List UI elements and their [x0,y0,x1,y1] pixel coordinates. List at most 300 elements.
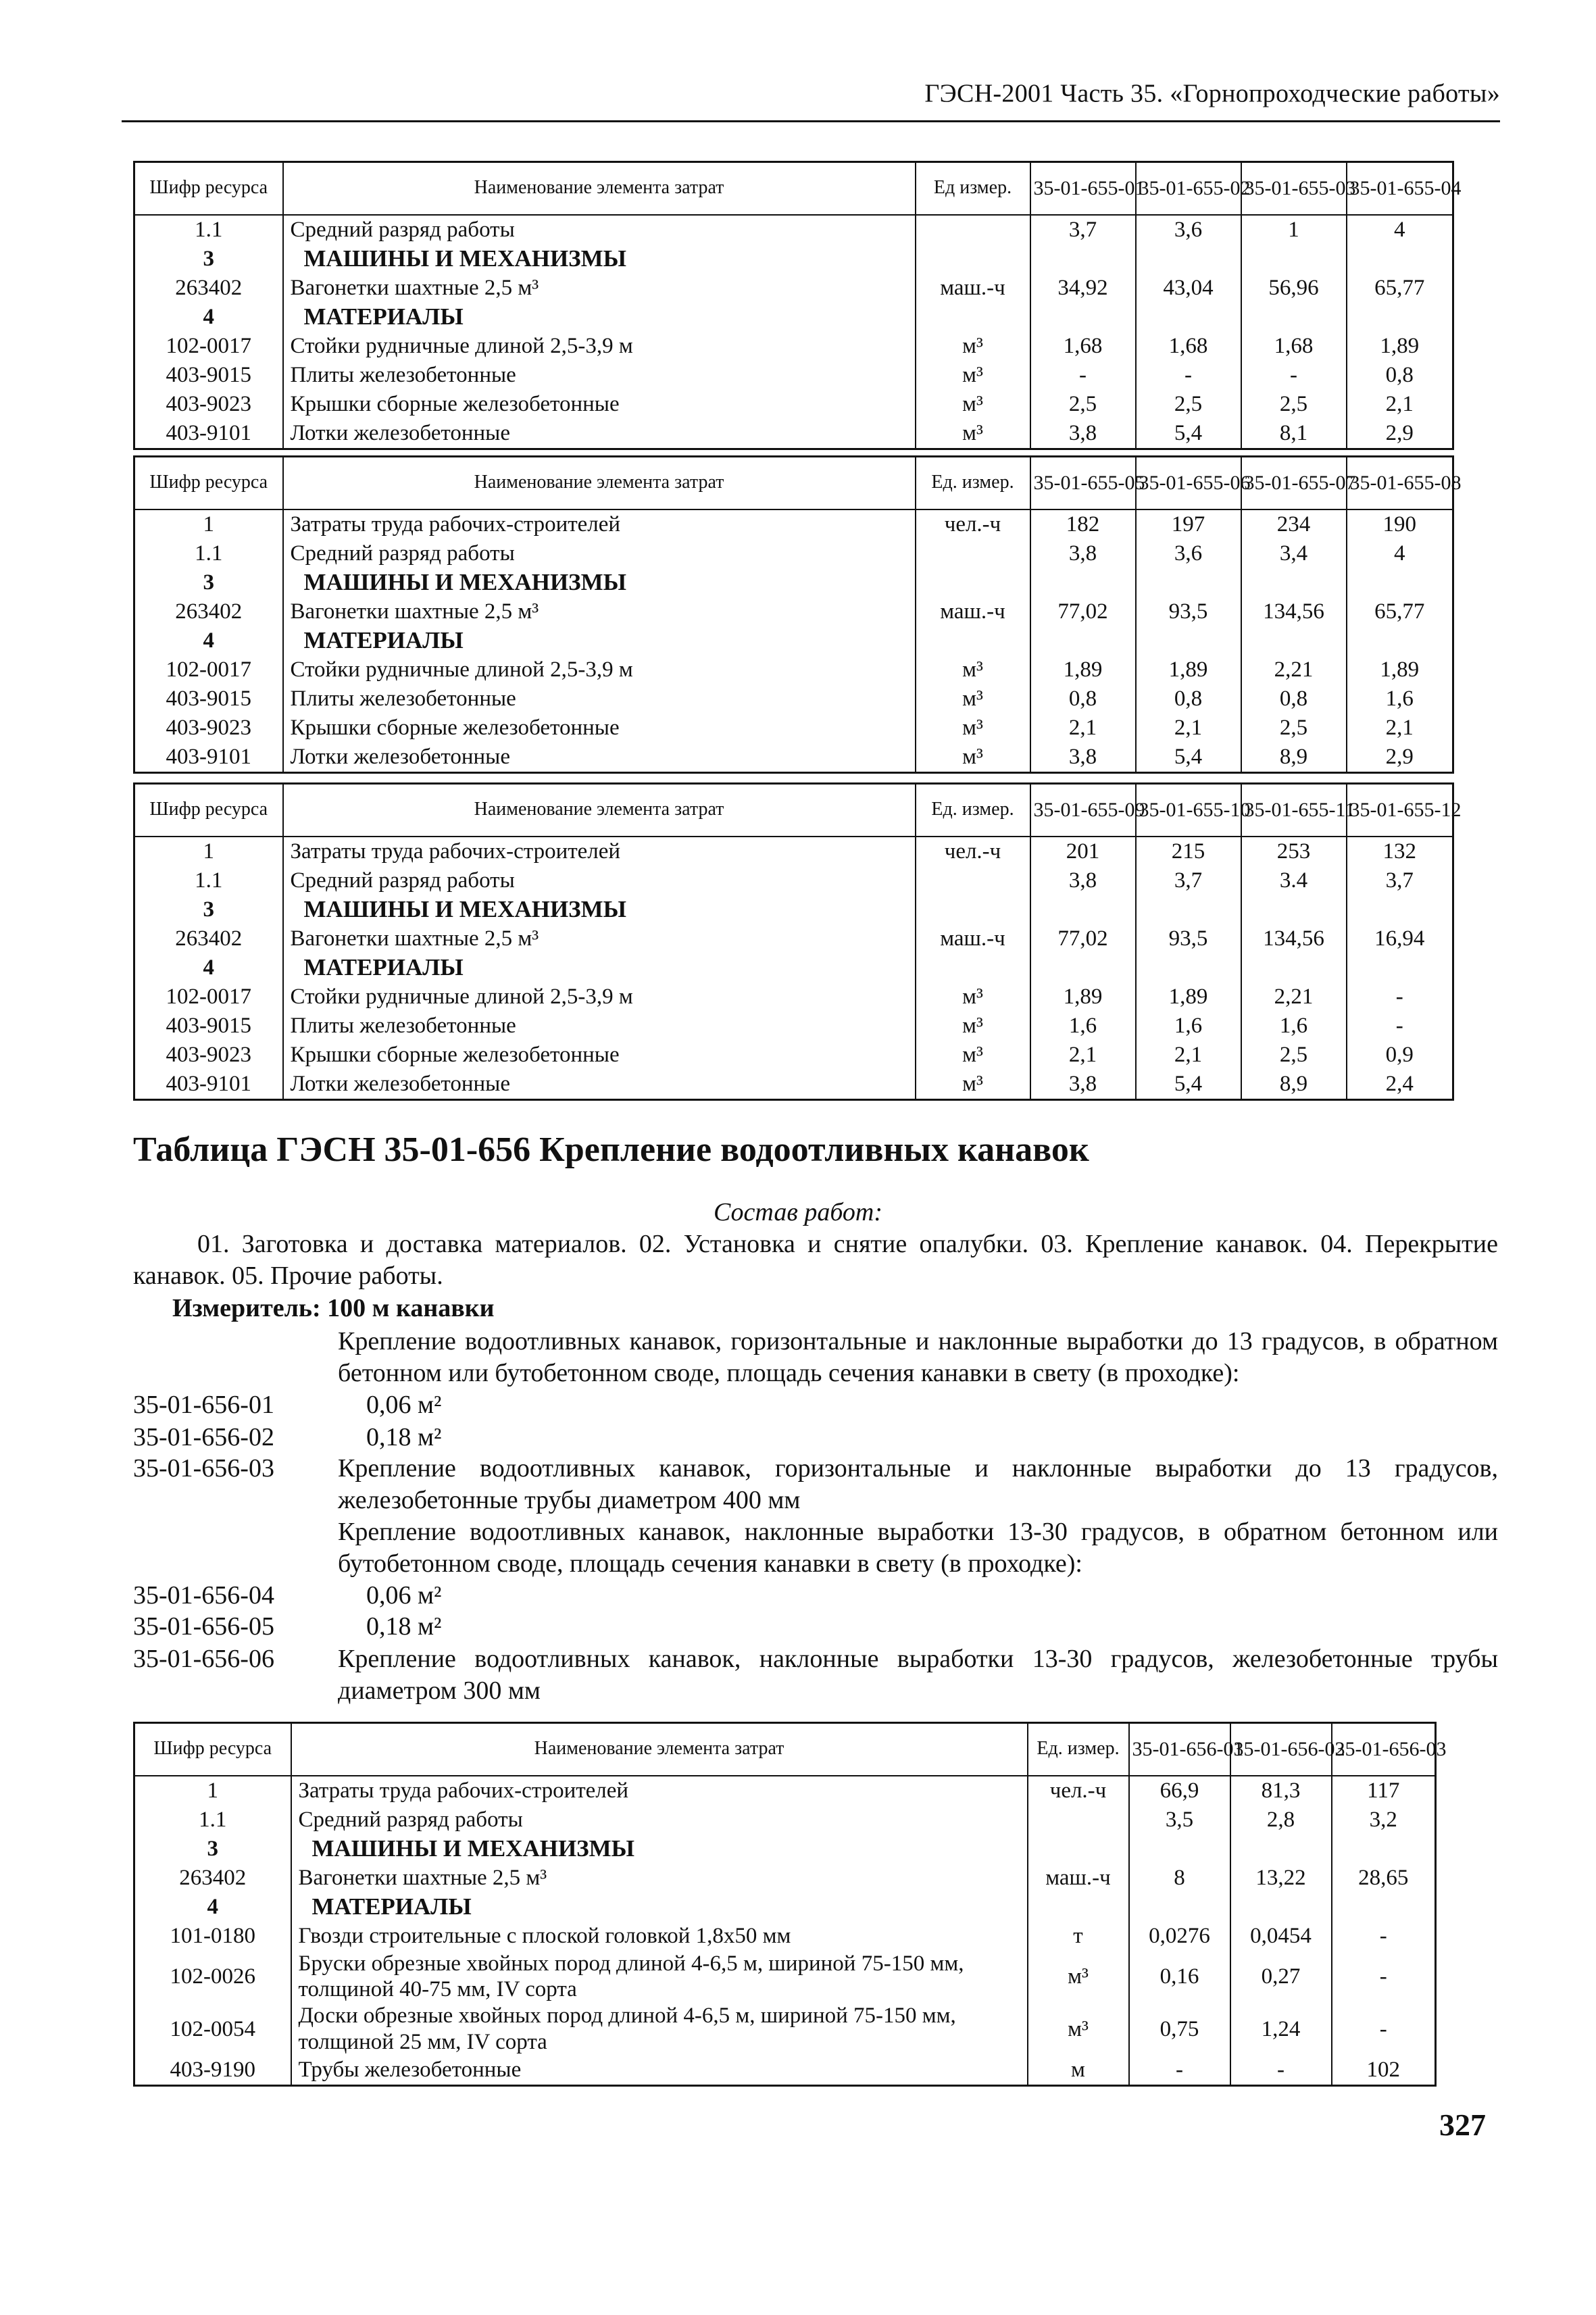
resource-name-cell: Затраты труда рабочих-строителей [283,837,916,866]
resource-code-cell: 3 [134,1835,291,1864]
header-col-2: 35-01-655-02 [1136,162,1241,215]
resource-code-cell: 403-9023 [134,390,283,419]
table-row [134,714,1453,743]
value-cell: 0,16 [1129,1951,1230,2003]
value-cell [1347,303,1453,332]
value-cell: 81,3 [1230,1776,1332,1806]
value-cell [1136,953,1241,982]
resource-code-cell: 102-0054 [134,2003,291,2056]
value-cell: - [1347,1012,1453,1041]
table-row [134,626,1453,655]
value-cell: 0,27 [1230,1951,1332,2003]
value-cell: 102 [1332,2056,1436,2086]
unit-cell: м³ [1028,2003,1129,2056]
header-name: Наименование элемента затрат [283,784,916,837]
value-cell: 2,5 [1241,390,1347,419]
value-cell: 1,6 [1241,1012,1347,1041]
value-cell: 3,4 [1241,539,1347,568]
table-row [134,953,1453,982]
value-cell: - [1347,982,1453,1012]
value-cell: 3,8 [1030,866,1136,895]
resource-name-cell: Вагонетки шахтные 2,5 м³ [283,597,916,626]
unit-cell [1028,1835,1129,1864]
unit-cell [916,953,1030,982]
value-cell: - [1241,361,1347,390]
resource-code-cell: 4 [134,953,283,982]
value-cell: - [1136,361,1241,390]
resource-code-cell: 3 [134,245,283,274]
group-heading-1 [133,1326,1498,1391]
table-row [134,1012,1453,1041]
value-cell: 34,92 [1030,274,1136,303]
value-cell: 0,8 [1347,361,1453,390]
value-cell: 66,9 [1129,1776,1230,1806]
value-cell: - [1332,1922,1436,1951]
value-cell: 65,77 [1347,597,1453,626]
value-cell: 5,4 [1136,419,1241,449]
unit-cell: м³ [916,714,1030,743]
item-code: 35-01-656-05 [133,1612,274,1641]
resource-name-cell: Плиты железобетонные [283,361,916,390]
value-cell: 65,77 [1347,274,1453,303]
resource-name-cell: МАТЕРИАЛЫ [283,953,916,982]
value-cell: 0,8 [1136,684,1241,714]
value-cell: 2,1 [1030,714,1136,743]
value-cell: 1,89 [1030,655,1136,684]
unit-cell: чел.-ч [916,837,1030,866]
value-cell: 1,89 [1030,982,1136,1012]
value-cell [1030,626,1136,655]
unit-cell: м³ [916,419,1030,449]
resource-name-cell: Вагонетки шахтные 2,5 м³ [283,924,916,953]
resource-code-cell: 403-9015 [134,1012,283,1041]
value-cell: 0,0276 [1129,1922,1230,1951]
header-name: Наименование элемента затрат [283,162,916,215]
value-cell [1030,568,1136,597]
value-cell: 2,5 [1136,390,1241,419]
item-text: 0,18 м² [366,1612,442,1641]
header-unit: Ед. измер. [916,457,1030,509]
value-cell: - [1230,2056,1332,2086]
table-title: Таблица ГЭСН 35-01-656 Крепление водоотливных канавок [133,1130,1089,1169]
table-row [134,419,1453,449]
value-cell: 253 [1241,837,1347,866]
value-cell: 3,8 [1030,419,1136,449]
resource-code-cell: 101-0180 [134,1922,291,1951]
value-cell [1230,1835,1332,1864]
value-cell: 215 [1136,837,1241,866]
resource-code-cell: 1.1 [134,1806,291,1835]
value-cell: 28,65 [1332,1864,1436,1893]
value-cell [1030,953,1136,982]
resource-code-cell: 263402 [134,597,283,626]
item-text: 0,06 м² [366,1581,442,1610]
resource-name-cell: Стойки рудничные длиной 2,5-3,9 м [283,655,916,684]
header-code: Шифр ресурса [134,457,283,509]
resource-code-cell: 102-0017 [134,655,283,684]
resource-name-cell: МАШИНЫ И МЕХАНИЗМЫ [283,568,916,597]
value-cell: 93,5 [1136,597,1241,626]
value-cell [1332,1893,1436,1922]
item-code: 35-01-656-02 [133,1423,274,1451]
value-cell: 182 [1030,509,1136,539]
header-unit: Ед измер. [916,162,1030,215]
resource-code-cell: 1 [134,837,283,866]
resource-name-cell: Лотки железобетонные [283,743,916,773]
unit-cell: м [1028,2056,1129,2086]
value-cell [1241,568,1347,597]
value-cell [1241,245,1347,274]
header-col-3: 35-01-656-03 [1332,1723,1436,1776]
unit-cell [1028,1806,1129,1835]
table-row [134,1806,1436,1835]
value-cell: 3,2 [1332,1806,1436,1835]
value-cell: - [1129,2056,1230,2086]
table-row [134,1922,1436,1951]
value-cell: 3,8 [1030,1070,1136,1100]
value-cell: 2,9 [1347,419,1453,449]
value-cell: 0,9 [1347,1041,1453,1070]
resource-name-cell: Плиты железобетонные [283,684,916,714]
value-cell: 2,5 [1241,1041,1347,1070]
unit-cell [916,303,1030,332]
value-cell [1241,626,1347,655]
table-row [134,509,1453,539]
value-cell: 2,9 [1347,743,1453,773]
resource-name-cell: Лотки железобетонные [283,1070,916,1100]
table-row [134,924,1453,953]
value-cell [1347,953,1453,982]
value-cell: 77,02 [1030,597,1136,626]
unit-cell: т [1028,1922,1129,1951]
item-row [133,1389,1498,1422]
value-cell: 3,8 [1030,539,1136,568]
table-row [134,1776,1436,1806]
table-row [134,655,1453,684]
header-col-4: 35-01-655-12 [1347,784,1453,837]
value-cell: 1 [1241,215,1347,245]
resource-name-cell: Средний разряд работы [283,539,916,568]
value-cell: 1,89 [1347,332,1453,361]
table-row [134,1041,1453,1070]
value-cell: 1,68 [1030,332,1136,361]
header-col-3: 35-01-655-07 [1241,457,1347,509]
unit-cell: м³ [916,1012,1030,1041]
table-row [134,597,1453,626]
running-header: ГЭСН-2001 Часть 35. «Горнопроходческие работы» [924,79,1500,108]
resource-code-cell: 4 [134,1893,291,1922]
resource-name-cell: Средний разряд работы [283,866,916,895]
unit-cell: м³ [916,332,1030,361]
resource-table-656 [133,1722,1447,2087]
value-cell [1030,245,1136,274]
resource-code-cell: 1.1 [134,539,283,568]
value-cell [1347,895,1453,924]
resource-code-cell: 4 [134,626,283,655]
table-row [134,390,1453,419]
header-col-1: 35-01-655-01 [1030,162,1136,215]
resource-name-cell: Стойки рудничные длиной 2,5-3,9 м [283,332,916,361]
resource-table-655-09-12 [133,782,1462,1101]
value-cell: 8,9 [1241,743,1347,773]
table-row [134,1864,1436,1893]
value-cell: 93,5 [1136,924,1241,953]
table-row [134,303,1453,332]
group-text: Крепление водоотливных канавок, горизонтальные и наклонные выработки до 13 градусов, в обратном бетонном или бутобетонном своде, площадь сечения канавки в свету (в проходке): [338,1327,1498,1388]
value-cell [1347,245,1453,274]
resource-name-cell: МАТЕРИАЛЫ [283,626,916,655]
value-cell [1347,626,1453,655]
table-row [134,274,1453,303]
unit-cell: м³ [916,982,1030,1012]
value-cell: 1,89 [1136,982,1241,1012]
value-cell: 5,4 [1136,743,1241,773]
value-cell: 134,56 [1241,924,1347,953]
table-row [134,684,1453,714]
resource-name-cell: Средний разряд работы [291,1806,1028,1835]
unit-cell [916,866,1030,895]
header-rule [122,120,1500,122]
resource-name-cell: МАТЕРИАЛЫ [291,1893,1028,1922]
unit-cell: м³ [916,1041,1030,1070]
value-cell [1241,895,1347,924]
value-cell: 2,1 [1030,1041,1136,1070]
value-cell: 8 [1129,1864,1230,1893]
unit-cell: маш.-ч [1028,1864,1129,1893]
value-cell: 3,7 [1136,866,1241,895]
header-code: Шифр ресурса [134,1723,291,1776]
resource-code-cell: 263402 [134,274,283,303]
resource-table-655-05-08 [133,455,1462,774]
resource-name-cell: МАШИНЫ И МЕХАНИЗМЫ [291,1835,1028,1864]
resource-name-cell: Затраты труда рабочих-строителей [291,1776,1028,1806]
table-row [134,1893,1436,1922]
value-cell: 2,5 [1030,390,1136,419]
header-col-4: 35-01-655-08 [1347,457,1453,509]
value-cell [1241,303,1347,332]
value-cell: 1,89 [1347,655,1453,684]
unit-cell: чел.-ч [916,509,1030,539]
value-cell [1030,895,1136,924]
item-text: Крепление водоотливных канавок, горизонтальные и наклонные выработки до 13 градусов, железобетонные трубы диаметром 400 мм [338,1454,1498,1515]
unit-cell [1028,1893,1129,1922]
resource-name-cell: Гвозди строительные с плоской головкой 1,8х50 мм [291,1922,1028,1951]
value-cell: 8,9 [1241,1070,1347,1100]
header-col-1: 35-01-655-05 [1030,457,1136,509]
header-code: Шифр ресурса [134,162,283,215]
resource-code-cell: 102-0017 [134,982,283,1012]
value-cell: 4 [1347,215,1453,245]
table-row [134,2003,1436,2056]
item-code: 35-01-656-04 [133,1581,274,1610]
value-cell: 201 [1030,837,1136,866]
item-row [133,1422,1498,1454]
resource-name-cell: Крышки сборные железобетонные [283,714,916,743]
value-cell: 2,1 [1347,390,1453,419]
value-cell: 197 [1136,509,1241,539]
resource-code-cell: 1.1 [134,215,283,245]
table-row [134,361,1453,390]
value-cell: 3,7 [1347,866,1453,895]
resource-code-cell: 3 [134,568,283,597]
value-cell [1136,626,1241,655]
unit-cell: м³ [916,743,1030,773]
table-row [134,895,1453,924]
resource-code-cell: 102-0026 [134,1951,291,2003]
unit-cell: м³ [916,655,1030,684]
value-cell [1129,1835,1230,1864]
value-cell [1136,568,1241,597]
unit-cell: м³ [1028,1951,1129,2003]
header-col-2: 35-01-655-10 [1136,784,1241,837]
value-cell: 134,56 [1241,597,1347,626]
value-cell: 1,24 [1230,2003,1332,2056]
resource-code-cell: 4 [134,303,283,332]
value-cell: 5,4 [1136,1070,1241,1100]
table-row [134,568,1453,597]
resource-code-cell: 403-9101 [134,743,283,773]
value-cell: 2,8 [1230,1806,1332,1835]
value-cell: 2,21 [1241,982,1347,1012]
resource-name-cell: Трубы железобетонные [291,2056,1028,2086]
header-col-2: 35-01-655-06 [1136,457,1241,509]
resource-name-cell: Вагонетки шахтные 2,5 м³ [283,274,916,303]
item-row [133,1611,1498,1643]
value-cell: 0,0454 [1230,1922,1332,1951]
item-row [133,1643,1498,1708]
resource-code-cell: 403-9023 [134,714,283,743]
header-col-4: 35-01-655-04 [1347,162,1453,215]
header-col-1: 35-01-656-01 [1129,1723,1230,1776]
table-row [134,1951,1436,2003]
header-name: Наименование элемента затрат [283,457,916,509]
meter-text: Измеритель: 100 м канавки [172,1294,495,1322]
resource-code-cell: 263402 [134,924,283,953]
value-cell: 3,6 [1136,539,1241,568]
resource-code-cell: 403-9190 [134,2056,291,2086]
resource-name-cell: Плиты железобетонные [283,1012,916,1041]
header-col-2: 35-01-656-02 [1230,1723,1332,1776]
unit-cell [916,626,1030,655]
value-cell: 3,6 [1136,215,1241,245]
value-cell: 4 [1347,539,1453,568]
resource-name-cell: Бруски обрезные хвойных пород длиной 4-6,5 м, шириной 75-150 мм, толщиной 40-75 мм, IV сорта [291,1951,1028,2003]
resource-name-cell: МАТЕРИАЛЫ [283,303,916,332]
resource-code-cell: 403-9101 [134,419,283,449]
unit-cell: м³ [916,684,1030,714]
value-cell: 2,1 [1136,1041,1241,1070]
resource-name-cell: Крышки сборные железобетонные [283,390,916,419]
resource-name-cell: МАШИНЫ И МЕХАНИЗМЫ [283,245,916,274]
header-col-3: 35-01-655-03 [1241,162,1347,215]
value-cell: 56,96 [1241,274,1347,303]
value-cell [1332,1835,1436,1864]
resource-name-cell: МАШИНЫ И МЕХАНИЗМЫ [283,895,916,924]
value-cell: 1,6 [1030,1012,1136,1041]
item-text: Крепление водоотливных канавок, наклонные выработки 13-30 градусов, железобетонные трубы диаметром 300 мм [338,1645,1498,1706]
resource-code-cell: 403-9015 [134,684,283,714]
unit-cell: маш.-ч [916,274,1030,303]
resource-code-cell: 263402 [134,1864,291,1893]
group-heading-2 [133,1516,1498,1581]
value-cell: 43,04 [1136,274,1241,303]
unit-cell: маш.-ч [916,597,1030,626]
item-code: 35-01-656-06 [133,1645,274,1673]
resource-name-cell: Стойки рудничные длиной 2,5-3,9 м [283,982,916,1012]
table-row [134,2056,1436,2086]
unit-cell: м³ [916,1070,1030,1100]
item-text: 0,18 м² [366,1423,442,1451]
value-cell: 16,94 [1347,924,1453,953]
table-row [134,1835,1436,1864]
value-cell [1230,1893,1332,1922]
value-cell: 1,68 [1241,332,1347,361]
table-row [134,866,1453,895]
value-cell [1136,895,1241,924]
value-cell: 0,8 [1241,684,1347,714]
value-cell: 1,6 [1347,684,1453,714]
value-cell: 8,1 [1241,419,1347,449]
value-cell: 1,6 [1136,1012,1241,1041]
value-cell: 1,68 [1136,332,1241,361]
unit-cell: маш.-ч [916,924,1030,953]
resource-name-cell: Лотки железобетонные [283,419,916,449]
page-number: 327 [1439,2108,1486,2142]
resource-name-cell: Затраты труда рабочих-строителей [283,509,916,539]
value-cell: 3,5 [1129,1806,1230,1835]
header-unit: Ед. измер. [1028,1723,1129,1776]
unit-cell [916,895,1030,924]
resource-code-cell: 403-9015 [134,361,283,390]
table-row [134,332,1453,361]
unit-cell [916,539,1030,568]
resource-code-cell: 403-9101 [134,1070,283,1100]
item-row [133,1580,1498,1612]
item-row [133,1453,1498,1518]
operations-text: 01. Заготовка и доставка материалов. 02. Установка и снятие опалубки. 03. Крепление канавок. 04. Перекрытие канавок. 05. Прочие работы. [133,1230,1498,1291]
item-code: 35-01-656-03 [133,1454,274,1483]
value-cell: 2,1 [1136,714,1241,743]
unit-cell: м³ [916,390,1030,419]
value-cell: 3,7 [1030,215,1136,245]
resource-name-cell: Вагонетки шахтные 2,5 м³ [291,1864,1028,1893]
resource-code-cell: 1.1 [134,866,283,895]
item-text: 0,06 м² [366,1391,442,1419]
value-cell [1136,245,1241,274]
value-cell: 2,5 [1241,714,1347,743]
value-cell: 2,4 [1347,1070,1453,1100]
item-code: 35-01-656-01 [133,1391,274,1419]
unit-cell [916,245,1030,274]
table-row [134,743,1453,773]
value-cell: 77,02 [1030,924,1136,953]
value-cell [1136,303,1241,332]
value-cell [1030,303,1136,332]
value-cell: - [1030,361,1136,390]
value-cell: 234 [1241,509,1347,539]
unit-cell [916,215,1030,245]
value-cell: - [1332,1951,1436,2003]
header-col-3: 35-01-655-11 [1241,784,1347,837]
resource-code-cell: 1 [134,509,283,539]
resource-code-cell: 1 [134,1776,291,1806]
composition-label: Состав работ: [713,1198,883,1226]
header-unit: Ед. измер. [916,784,1030,837]
resource-name-cell: Крышки сборные железобетонные [283,1041,916,1070]
unit-cell: чел.-ч [1028,1776,1129,1806]
resource-code-cell: 403-9023 [134,1041,283,1070]
header-col-1: 35-01-655-09 [1030,784,1136,837]
